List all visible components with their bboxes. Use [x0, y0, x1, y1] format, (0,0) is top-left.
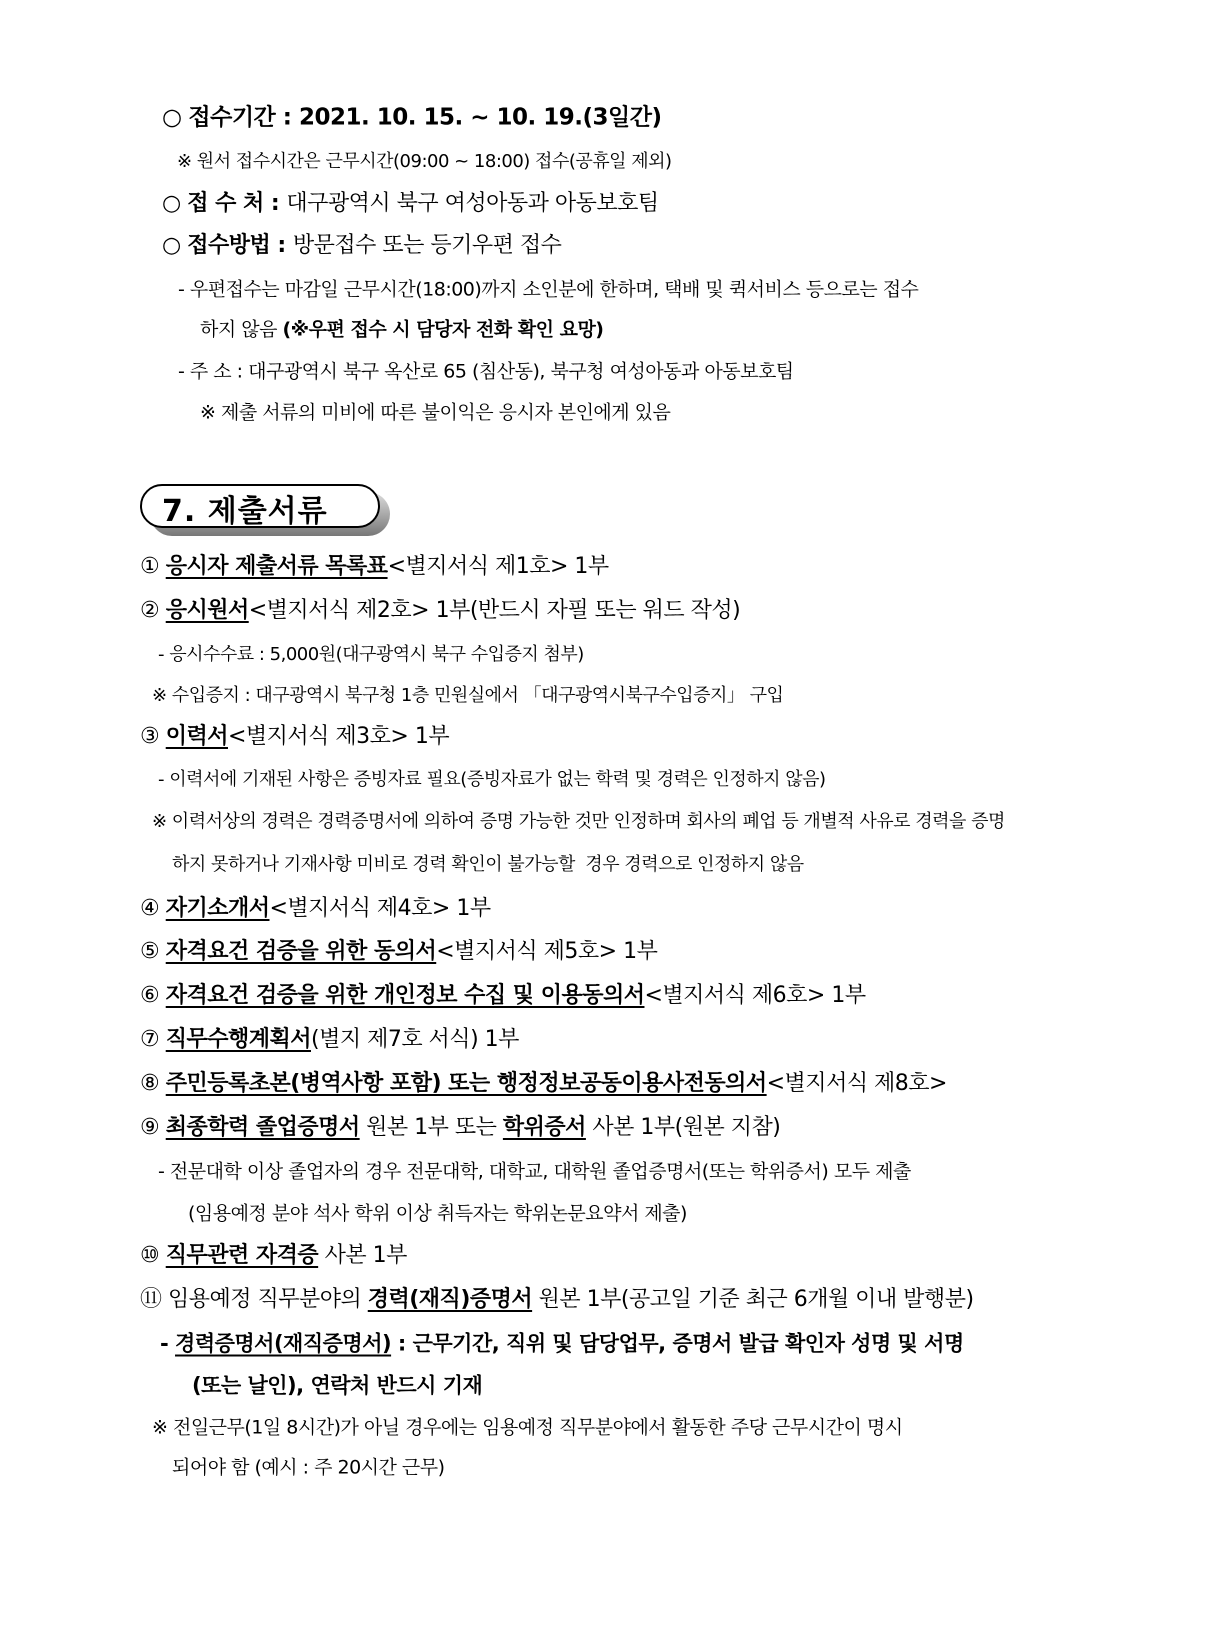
line-text: 방문접수 또는 등기우편 접수	[292, 233, 562, 258]
document-line	[158, 646, 584, 664]
document-line	[162, 104, 662, 131]
document-line	[140, 898, 491, 920]
line-text: <별지서식 제1호> 1부	[387, 554, 609, 579]
line-text: ⑦	[140, 1027, 166, 1052]
line-text: ⑤	[140, 939, 166, 964]
line-text: ※ 수입증지 : 대구광역시 북구청 1층 민원실에서 「대구광역시북구수입증지」 구입	[152, 685, 784, 706]
line-text: - 우편접수는 마감일 근무시간(18:00)까지 소인분에 한하며, 택배 및 퀵서비스 등으로는 접수	[178, 278, 919, 301]
line-text: <별지서식 제4호> 1부	[269, 896, 491, 921]
document-line	[140, 985, 866, 1007]
document-title-text: 자격요건 검증을 위한 동의서	[165, 939, 437, 964]
document-line	[140, 1289, 974, 1311]
document-line	[152, 687, 783, 705]
document-line	[158, 1160, 911, 1183]
line-text: <별지서식 제6호> 1부	[644, 983, 866, 1008]
document-title-text: 학위증서	[502, 1115, 586, 1140]
document-line	[162, 193, 659, 215]
document-line	[200, 318, 604, 341]
line-text: - 전문대학 이상 졸업자의 경우 전문대학, 대학교, 대학원 졸업증명서(또는 학위증서) 모두 제출	[158, 1160, 911, 1183]
document-title-text: 직무수행계획서	[165, 1027, 311, 1052]
document-line	[158, 771, 826, 789]
line-text: ○	[162, 233, 188, 258]
line-text: <별지서식 제3호> 1부	[227, 724, 450, 749]
line-text: -	[160, 1331, 176, 1356]
document-line	[140, 1029, 519, 1051]
line-text: 사본 1부	[318, 1243, 407, 1268]
document-line	[140, 556, 609, 578]
line-text: 되어야 함 (예시 : 주 20시간 근무)	[172, 1456, 445, 1479]
line-text: ※ 원서 접수시간은 근무시간(09:00 ~ 18:00) 접수(공휴일 제외)	[177, 151, 672, 172]
document-line	[200, 401, 671, 424]
line-text: ※ 이력서상의 경력은 경력증명서에 의하여 증명 가능한 것만 인정하며 회사의 폐업 등 개별적 사유로 경력을 증명	[152, 811, 1005, 832]
document-line	[178, 278, 919, 301]
line-text: - 주 소 : 대구광역시 북구 옥산로 65 (침산동), 북구청 여성아동과 아동보호팀	[178, 360, 794, 383]
line-text: - 응시수수료 : 5,000원(대구광역시 북구 수입증지 첨부)	[158, 644, 584, 665]
line-text: 원본 1부(공고일 기준 최근 6개월 이내 발행분)	[532, 1287, 974, 1312]
line-text: ⑪ 임용예정 직무분야의	[140, 1287, 368, 1312]
document-line	[140, 941, 657, 963]
document-title-text: 응시자 제출서류 목록표	[165, 554, 388, 579]
line-text: (또는 날인), 연락처 반드시 기재	[192, 1373, 483, 1398]
document-line	[152, 813, 1005, 831]
document-title-text: 이력서	[165, 724, 228, 749]
document-title-text: 주민등록초본(병역사항 포함) 또는 행정정보공동이용사전동의서	[165, 1071, 767, 1096]
line-text: (※우편 접수 시 담당자 전화 확인 요망)	[282, 318, 604, 341]
line-text: 사본 1부(원본 지참)	[585, 1115, 781, 1140]
document-title-text: 직무관련 자격증	[165, 1243, 319, 1268]
line-text: (임용예정 분야 석사 학위 이상 취득자는 학위논문요약서 제출)	[188, 1202, 687, 1225]
section-heading	[140, 484, 392, 532]
line-text: <별지서식 제5호> 1부	[436, 939, 658, 964]
document-line	[140, 1073, 947, 1095]
document-title-text: 자기소개서	[165, 896, 270, 921]
line-text: ⑩	[140, 1243, 166, 1268]
line-text: : 근무기간, 직위 및 담당업무, 증명서 발급 확인자 성명 및 서명	[391, 1331, 964, 1356]
line-text: 접수방법 :	[187, 233, 293, 258]
document-line	[172, 1456, 445, 1479]
document-title-text: 자격요건 검증을 위한 개인정보 수집 및 이용동의서	[165, 983, 645, 1008]
line-text: 접수기간 : 2021. 10. 15. ~ 10. 19.(3일간)	[188, 104, 662, 131]
section-heading-text: 7. 제출서류	[162, 494, 328, 529]
line-text: ○	[162, 104, 189, 131]
document-line	[172, 856, 804, 874]
document-line	[177, 153, 672, 171]
document-title-text: 경력증명서(재직증명서)	[175, 1331, 392, 1356]
line-text: ④	[140, 896, 166, 921]
line-text: ②	[140, 598, 166, 623]
document-line	[160, 1331, 964, 1356]
line-text: ③	[140, 724, 166, 749]
line-text: <별지서식 제2호> 1부(반드시 자필 또는 워드 작성)	[248, 598, 741, 623]
document-line	[188, 1202, 687, 1225]
line-text: ⑥	[140, 983, 166, 1008]
line-text: (별지 제7호 서식) 1부	[310, 1027, 519, 1052]
document-line	[140, 1245, 407, 1267]
document-line	[140, 600, 740, 622]
line-text: ※ 제출 서류의 미비에 따른 불이익은 응시자 본인에게 있음	[200, 401, 671, 424]
line-text: - 이력서에 기재된 사항은 증빙자료 필요(증빙자료가 없는 학력 및 경력은 인정하지 않음)	[158, 769, 826, 790]
document-line	[178, 360, 794, 383]
line-text: 하지 못하거나 기재사항 미비로 경력 확인이 불가능할 경우 경력으로 인정하지 않음	[172, 854, 804, 875]
line-text: 대구광역시 북구 여성아동과 아동보호팀	[286, 191, 659, 216]
document-line	[140, 1117, 780, 1139]
document-title-text: 응시원서	[165, 598, 249, 623]
document-line	[140, 726, 449, 748]
document-line	[162, 235, 561, 257]
document-title-text: 경력(재직)증명서	[367, 1287, 533, 1312]
document-title-text: 최종학력 졸업증명서	[165, 1115, 360, 1140]
line-text: ※ 전일근무(1일 8시간)가 아닐 경우에는 임용예정 직무분야에서 활동한 주당 근무시간이 명시	[152, 1416, 903, 1439]
line-text: 하지 않음	[200, 318, 283, 341]
line-text: ⑨	[140, 1115, 166, 1140]
line-text: ⑧	[140, 1071, 166, 1096]
line-text: ①	[140, 554, 166, 579]
document-line	[152, 1416, 903, 1439]
line-text: <별지서식 제8호>	[766, 1071, 947, 1096]
line-text: ○	[162, 191, 188, 216]
line-text: 원본 1부 또는	[359, 1115, 503, 1140]
document-line	[192, 1373, 483, 1398]
line-text: 접 수 처 :	[187, 191, 287, 216]
